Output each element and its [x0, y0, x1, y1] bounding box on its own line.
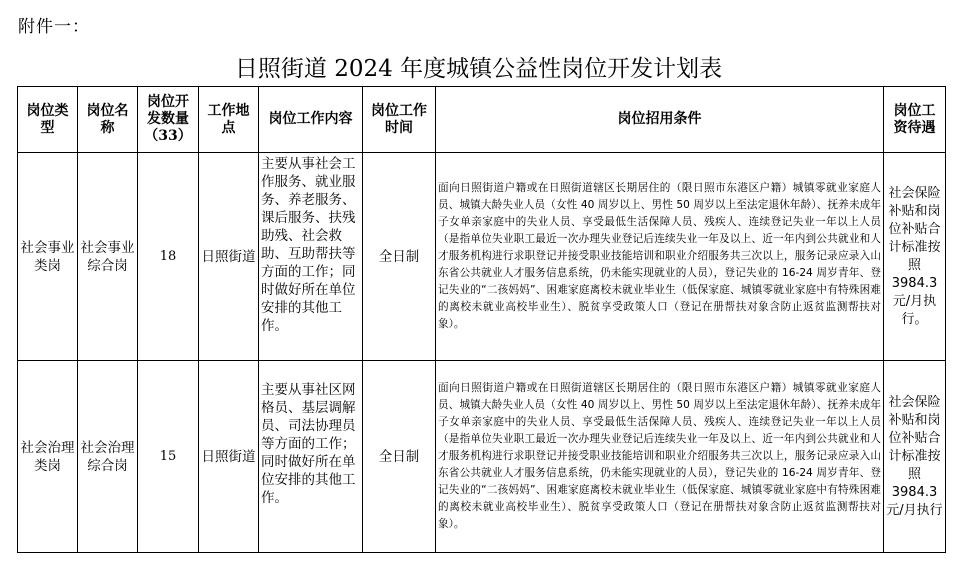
row-type: 社会治理类岗	[18, 361, 78, 553]
row-conditions: 面向日照街道户籍或在日照街道辖区长期居住的（限日照市东港区户籍）城镇零就业家庭人员、城镇大龄失业人员（女性 40 周岁以上、男性 50 周岁以上至法定退休年龄）、抚养未成年子女单亲家庭中的失业人员、享受最低生活保障人员、残疾人、连续登记失业一年以上人员（是指单位失业职工最近一次办理失业登记后连续失业一年及以上、近一年内到公共就业和人才服务机构进行求职登记并接受职业技能培训和职业介绍服务共三次以上，服务记录应录入山东省公共就业人才服务信息系统，仍未能实现就业的人员），登记失业的 16-24 周岁青年、登记失业的“二孩妈妈”、困难家庭离校未就业毕业生（低保家庭、城镇零就业家庭中有特殊困难的离校未就业高校毕业生）、脱贫享受政策人口（登记在册帮扶对象含防止返贫监测帮扶对象）。	[436, 153, 884, 361]
page-title: 日照街道 2024 年度城镇公益性岗位开发计划表	[234, 56, 723, 82]
row-content: 主要从事社会工作服务、就业服务、养老服务、课后服务、扶残助残、社会救助、互助帮扶等方面的工作；同时做好所在单位安排的其他工作。	[259, 153, 363, 361]
row-location: 日照街道	[199, 361, 259, 553]
row-pay: 社会保险补贴和岗位补贴合计标准按照 3984.3 元/月执行	[884, 361, 946, 553]
row-content: 主要从事社区网格员、基层调解员、司法协理员等方面的工作；同时做好所在单位安排的其他工作。	[259, 361, 363, 553]
row-count: 18	[138, 153, 199, 361]
row-type: 社会事业类岗	[18, 153, 78, 361]
row-location: 日照街道	[199, 153, 259, 361]
table-row	[18, 153, 946, 361]
row-count: 15	[138, 361, 199, 553]
row-time: 全日制	[363, 153, 436, 361]
header-name: 岗位名称	[78, 87, 138, 153]
header-location: 工作地点	[199, 87, 259, 153]
row-name: 社会治理综合岗	[78, 361, 138, 553]
row-conditions: 面向日照街道户籍或在日照街道辖区长期居住的（限日照市东港区户籍）城镇零就业家庭人员、城镇大龄失业人员（女性 40 周岁以上、男性 50 周岁以上至法定退休年龄）、抚养未成年子女单亲家庭中的失业人员、享受最低生活保障人员、残疾人、连续登记失业一年以上人员（是指单位失业职工最近一次办理失业登记后连续失业一年及以上、近一年内到公共就业和人才服务机构进行求职登记并接受职业技能培训和职业介绍服务共三次以上，服务记录应录入山东省公共就业人才服务信息系统，仍未能实现就业的人员），登记失业的 16-24 周岁青年、登记失业的“二孩妈妈”、困难家庭离校未就业毕业生（低保家庭、城镇零就业家庭中有特殊困难的离校未就业高校毕业生）、脱贫享受政策人口（登记在册帮扶对象含防止返贫监测帮扶对象）。	[436, 361, 884, 553]
header-pay: 岗位工资待遇	[884, 87, 946, 153]
row-name: 社会事业综合岗	[78, 153, 138, 361]
header-time: 岗位工作时间	[363, 87, 436, 153]
attachment-label: 附件一：	[18, 17, 90, 37]
row-time: 全日制	[363, 361, 436, 553]
job-plan-table	[17, 86, 946, 553]
row-pay: 社会保险补贴和岗位补贴合计标准按照 3984.3 元/月执行。	[884, 153, 946, 361]
table-header-row	[18, 87, 946, 153]
header-type: 岗位类型	[18, 87, 78, 153]
header-content: 岗位工作内容	[259, 87, 363, 153]
table-row	[18, 361, 946, 553]
header-conditions: 岗位招用条件	[436, 87, 884, 153]
header-count: 岗位开发数量（33）	[138, 87, 199, 153]
